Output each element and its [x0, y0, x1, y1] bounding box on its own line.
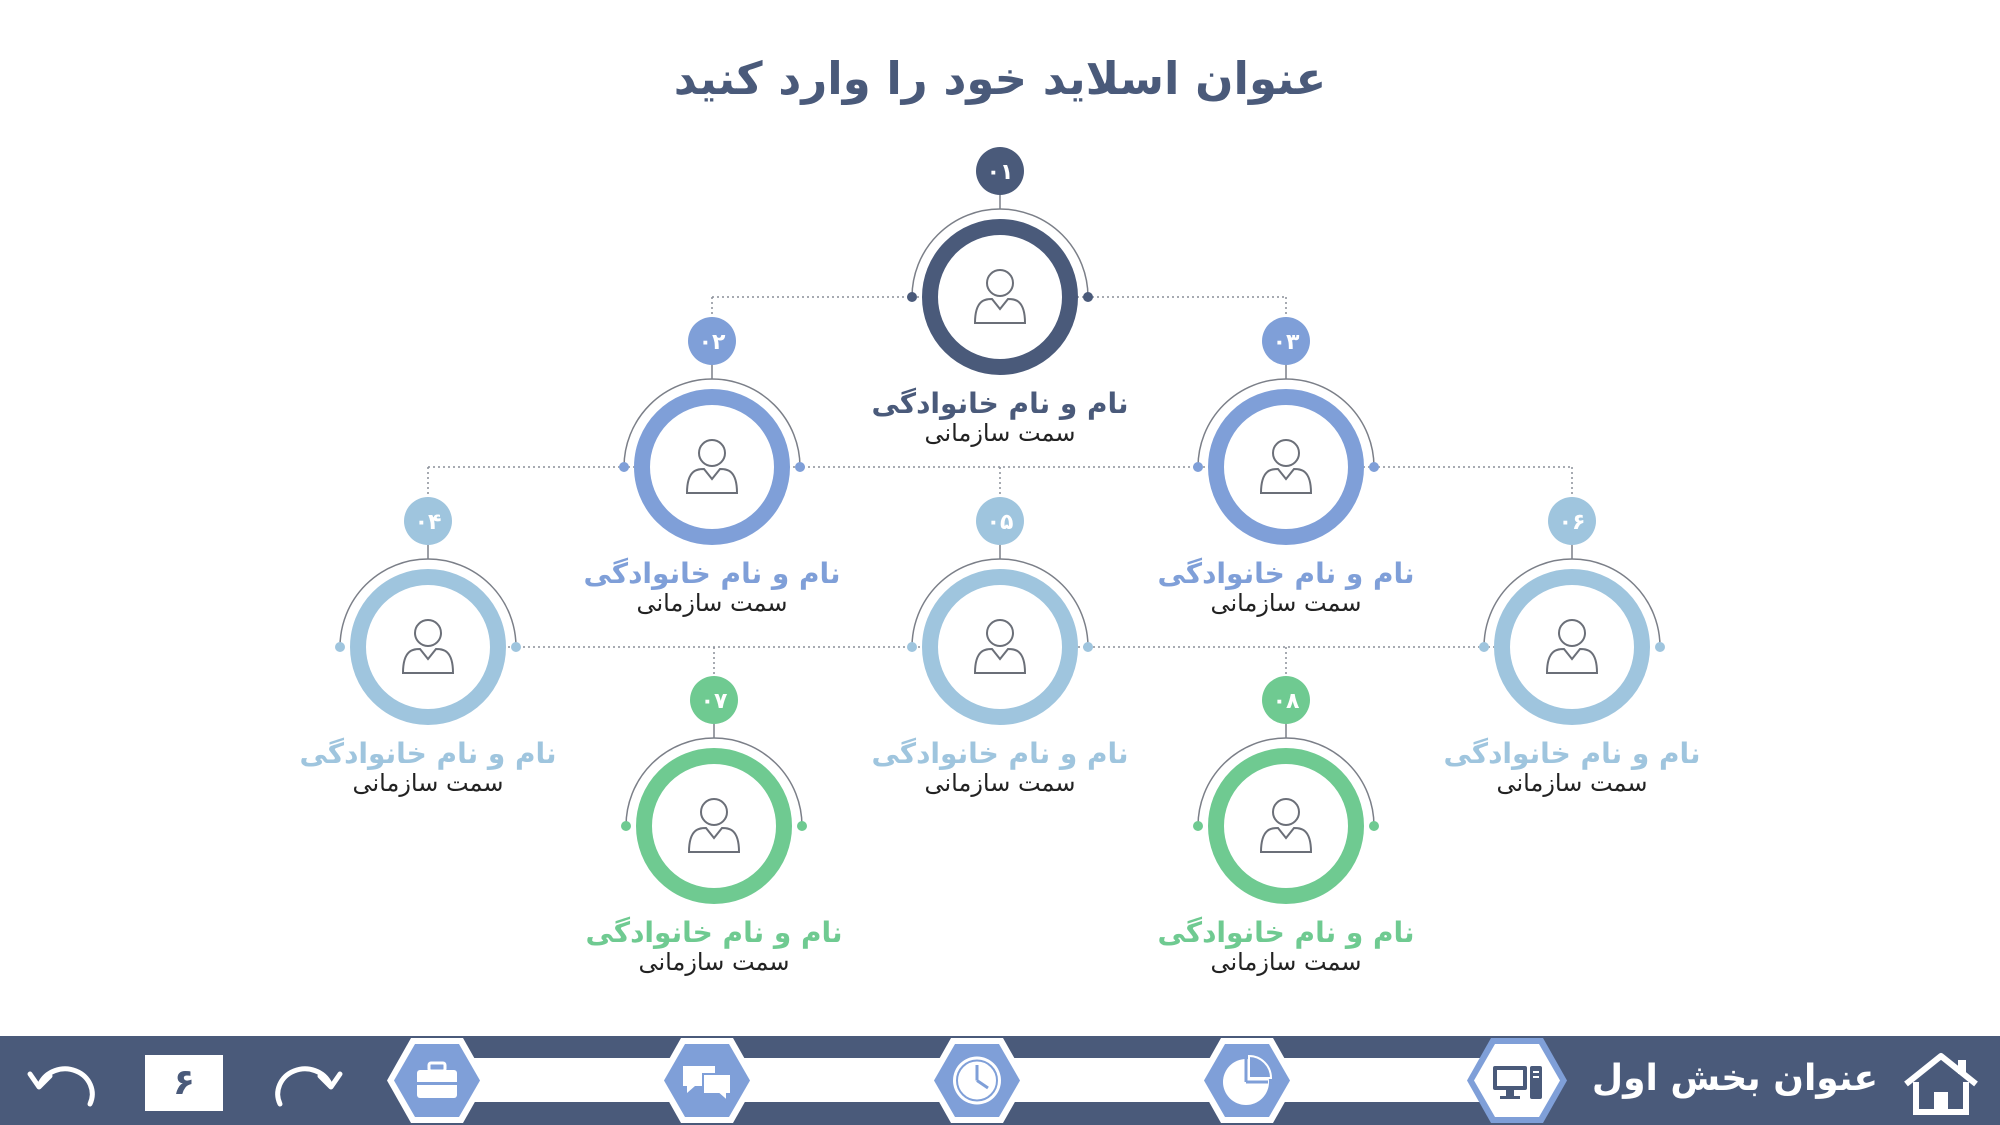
chat-icon-button[interactable] [655, 1036, 759, 1125]
connector-dot [795, 462, 805, 472]
node-name: نام و نام خانوادگی [583, 557, 841, 590]
node-name: نام و نام خانوادگی [871, 737, 1129, 770]
connector-dot [335, 642, 345, 652]
org-node [907, 497, 1093, 717]
org-node [1193, 317, 1379, 537]
connector-dot [1369, 821, 1379, 831]
node-role: سمت سازمانی [1210, 948, 1362, 976]
node-number: ۰۵ [986, 510, 1014, 535]
connector-dot [1193, 821, 1203, 831]
connector-dot [1083, 642, 1093, 652]
node-number: ۰۶ [1558, 510, 1586, 535]
node-number: ۰۴ [414, 510, 442, 535]
connector-dot [1479, 642, 1489, 652]
connector-dot [1083, 292, 1093, 302]
connector-dot [1655, 642, 1665, 652]
node-name: نام و نام خانوادگی [1157, 916, 1415, 949]
home-icon[interactable] [1896, 1052, 1986, 1116]
node-role: سمت سازمانی [1496, 769, 1648, 797]
connector-dot [1369, 462, 1379, 472]
node-number: ۰۱ [986, 160, 1014, 185]
computer-icon-button[interactable] [1465, 1036, 1569, 1125]
node-role: سمت سازمانی [352, 769, 504, 797]
pie-chart-icon-button[interactable] [1195, 1036, 1299, 1125]
node-role: سمت سازمانی [636, 589, 788, 617]
node-name: نام و نام خانوادگی [1157, 557, 1415, 590]
connector-dot [907, 292, 917, 302]
clock-icon-button[interactable] [925, 1036, 1029, 1125]
node-name: نام و نام خانوادگی [585, 916, 843, 949]
section-title: عنوان بخش اول [1591, 1058, 1879, 1099]
clock-icon [953, 1057, 1001, 1105]
node-role: سمت سازمانی [924, 419, 1076, 447]
connector-dot [1193, 462, 1203, 472]
node-name: نام و نام خانوادگی [299, 737, 557, 770]
node-number: ۰۸ [1272, 689, 1300, 714]
node-number: ۰۲ [698, 330, 726, 355]
org-node [335, 497, 521, 717]
node-name: نام و نام خانوادگی [1443, 737, 1701, 770]
redo-arrow-icon[interactable] [268, 1050, 346, 1116]
org-node [621, 676, 807, 896]
node-number: ۰۳ [1272, 330, 1300, 355]
org-node [1479, 497, 1665, 717]
connector-dot [907, 642, 917, 652]
node-role: سمت سازمانی [638, 948, 790, 976]
connector-dot [511, 642, 521, 652]
node-role: سمت سازمانی [1210, 589, 1362, 617]
page-number: ۶ [145, 1055, 223, 1111]
org-node [619, 317, 805, 537]
node-role: سمت سازمانی [924, 769, 1076, 797]
connector-dot [621, 821, 631, 831]
org-node [907, 147, 1093, 367]
slide-title: عنوان اسلاید خود را وارد کنید [673, 52, 1327, 105]
node-name: نام و نام خانوادگی [871, 387, 1129, 420]
briefcase-icon-button[interactable] [385, 1036, 489, 1125]
org-node [1193, 676, 1379, 896]
node-number: ۰۷ [700, 689, 728, 714]
connector-dot [619, 462, 629, 472]
connector-dot [797, 821, 807, 831]
undo-arrow-icon[interactable] [24, 1050, 102, 1116]
